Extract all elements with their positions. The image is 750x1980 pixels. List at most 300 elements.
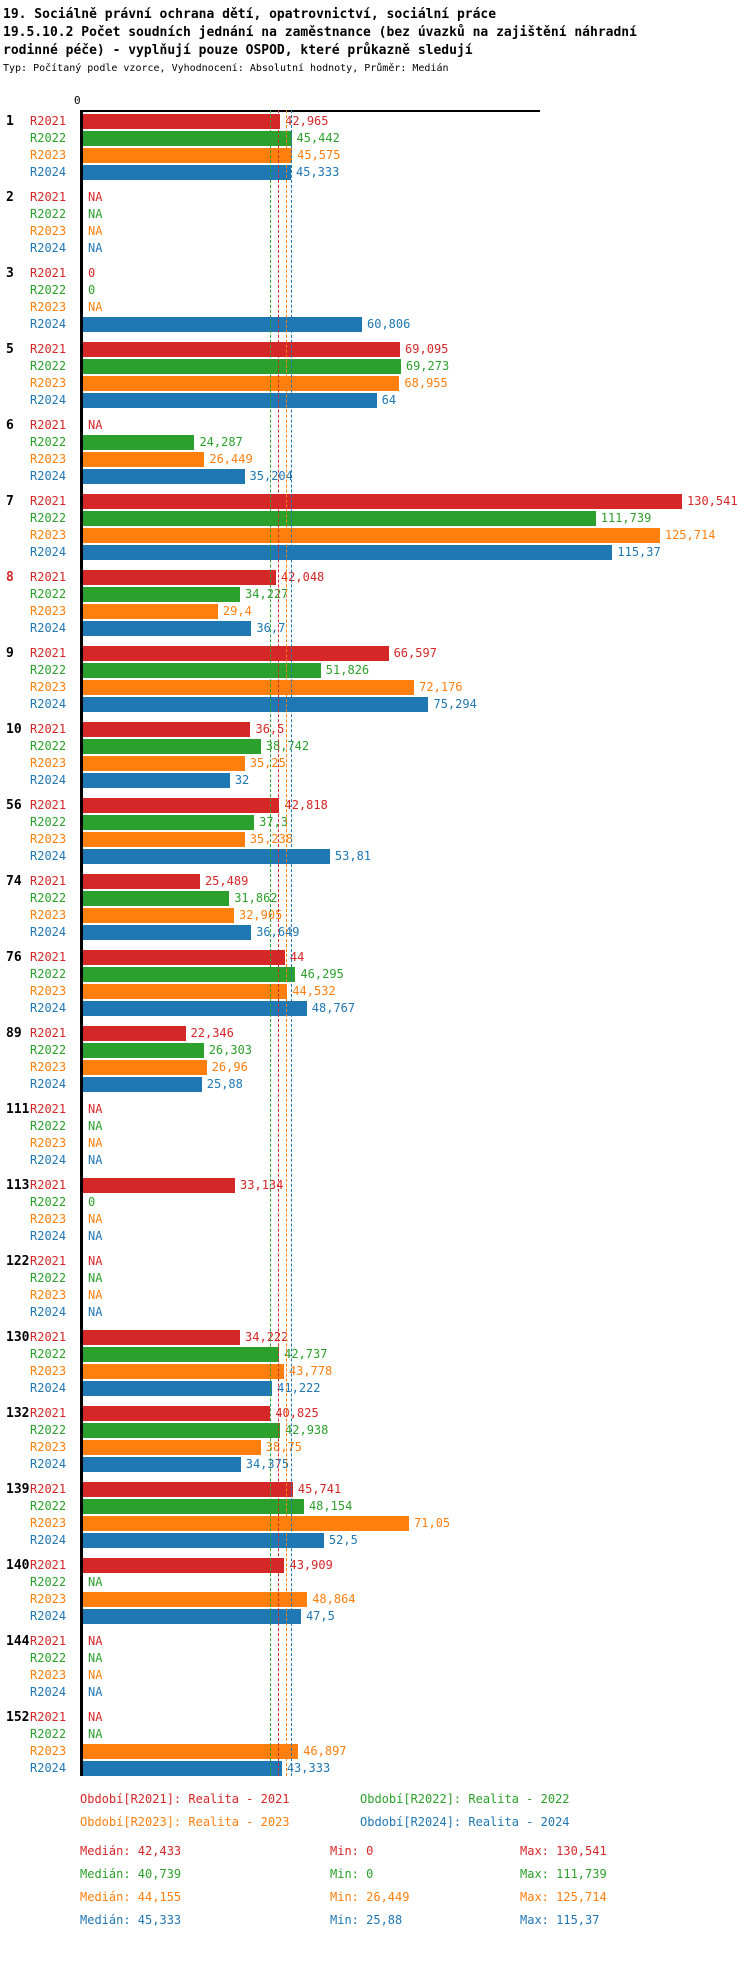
bar-track — [83, 1305, 750, 1320]
year-label: R2022 — [30, 1423, 67, 1438]
year-label: R2023 — [30, 1440, 67, 1455]
bar-track — [83, 1178, 750, 1193]
bar-track — [83, 1685, 750, 1700]
value-label: 45,333 — [296, 164, 340, 179]
group-number-label: 113 — [6, 1177, 30, 1193]
bar-row — [0, 528, 750, 543]
value-label: NA — [88, 417, 103, 432]
year-label: R2024 — [30, 393, 67, 408]
value-label: 29,4 — [222, 603, 252, 618]
stat-max: Max: 125,714 — [520, 1889, 607, 1904]
value-bar — [83, 359, 401, 374]
bar-track — [83, 283, 750, 298]
value-label: 40,825 — [275, 1405, 319, 1420]
year-label: R2022 — [30, 207, 67, 222]
year-label: R2022 — [30, 1119, 67, 1134]
value-label: 31,862 — [234, 890, 278, 905]
bar-row — [0, 891, 750, 906]
bar-track — [83, 342, 750, 357]
value-bar — [83, 697, 428, 712]
value-bar — [83, 1609, 301, 1624]
year-label: R2021 — [30, 950, 67, 965]
bar-row — [0, 1609, 750, 1624]
value-label: 46,897 — [303, 1743, 347, 1758]
year-label: R2024 — [30, 1685, 67, 1700]
bar-row — [0, 148, 750, 163]
value-bar — [83, 148, 292, 163]
year-label: R2023 — [30, 300, 67, 315]
bar-row — [0, 604, 750, 619]
value-label: NA — [88, 1270, 103, 1285]
bar-row — [0, 680, 750, 695]
year-label: R2021 — [30, 1178, 67, 1193]
year-label: R2024 — [30, 773, 67, 788]
stat-min: Min: 0 — [330, 1866, 374, 1881]
value-bar — [83, 621, 251, 636]
year-label: R2022 — [30, 359, 67, 374]
bar-track — [83, 1727, 750, 1742]
bar-track — [83, 1195, 750, 1210]
value-label: NA — [88, 1152, 103, 1167]
value-label: 53,81 — [334, 848, 372, 863]
year-label: R2022 — [30, 1575, 67, 1590]
group-number-label: 111 — [6, 1101, 30, 1117]
bar-track — [83, 376, 750, 391]
group-row — [0, 1558, 750, 1624]
bar-track — [83, 1440, 750, 1455]
value-bar — [83, 967, 295, 982]
bar-track — [83, 1288, 750, 1303]
group-number-label: 132 — [6, 1405, 30, 1421]
bar-row — [0, 1102, 750, 1117]
bar-row — [0, 1457, 750, 1472]
group-row — [0, 722, 750, 788]
value-label: 42,965 — [285, 113, 329, 128]
bar-row — [0, 1575, 750, 1590]
bar-track — [83, 1060, 750, 1075]
year-label: R2024 — [30, 1609, 67, 1624]
value-label: 33,134 — [240, 1177, 284, 1192]
bar-track — [83, 1592, 750, 1607]
value-bar — [83, 469, 245, 484]
value-label: 115,37 — [617, 544, 661, 559]
bar-track — [83, 570, 750, 585]
bar-row — [0, 1271, 750, 1286]
bar-track — [83, 1026, 750, 1041]
value-bar — [83, 1026, 186, 1041]
value-label: 41,222 — [277, 1380, 321, 1395]
bar-row — [0, 1288, 750, 1303]
value-bar — [83, 1516, 409, 1531]
group-number-label: 1 — [6, 113, 14, 129]
value-bar — [83, 1482, 293, 1497]
value-bar — [83, 1043, 204, 1058]
year-label: R2023 — [30, 908, 67, 923]
bar-row — [0, 722, 750, 737]
bar-row — [0, 545, 750, 560]
value-bar — [83, 908, 234, 923]
chart-subtitle: 19.5.10.2 Počet soudních jednání na zaměstnance (bez úvazků na zajištění náhradní rodinné péče) - vyplňují pouze OSPOD, které průkazně sledují — [3, 25, 637, 59]
year-label: R2023 — [30, 1212, 67, 1227]
bar-track — [83, 1077, 750, 1092]
bar-track — [83, 646, 750, 661]
value-label: 26,303 — [208, 1042, 253, 1057]
value-bar — [83, 1364, 284, 1379]
bar-track — [83, 1575, 750, 1590]
bar-track — [83, 359, 750, 374]
bar-track — [83, 266, 750, 281]
bar-track — [83, 984, 750, 999]
value-label: NA — [88, 1118, 103, 1133]
median-line-r2021 — [278, 110, 279, 1776]
bar-row — [0, 832, 750, 847]
year-label: R2024 — [30, 1381, 67, 1396]
value-bar — [83, 1457, 241, 1472]
legend-item-r2023: Období[R2023]: Realita - 2023 — [80, 1814, 290, 1829]
value-bar — [83, 376, 399, 391]
group-number-label: 89 — [6, 1025, 22, 1041]
chart-area — [0, 93, 750, 1776]
bar-track — [83, 1271, 750, 1286]
group-row — [0, 570, 750, 636]
bar-track — [83, 1406, 750, 1421]
bar-row — [0, 1710, 750, 1725]
value-label: 44,532 — [292, 983, 336, 998]
bar-row — [0, 1001, 750, 1016]
value-bar — [83, 832, 245, 847]
bar-track — [83, 663, 750, 678]
value-label: 48,154 — [308, 1498, 353, 1513]
group-row — [0, 190, 750, 256]
legend-item-r2022: Období[R2022]: Realita - 2022 — [360, 1791, 570, 1806]
page-title: 19. Sociálně právní ochrana dětí, opatrovnictví, sociální práce — [3, 7, 497, 22]
year-label: R2021 — [30, 722, 67, 737]
group-number-label: 7 — [6, 493, 14, 509]
value-bar — [83, 1178, 235, 1193]
bar-track — [83, 224, 750, 239]
bar-track — [83, 207, 750, 222]
value-label: 38,742 — [265, 738, 310, 753]
group-number-label: 5 — [6, 341, 14, 357]
median-line-r2022 — [270, 110, 271, 1776]
value-label: 35,25 — [249, 755, 286, 770]
group-number-label: 8 — [6, 569, 14, 585]
value-bar — [83, 587, 240, 602]
year-label: R2023 — [30, 1288, 67, 1303]
value-label: 35,204 — [249, 468, 293, 483]
value-label: 125,714 — [664, 527, 716, 542]
value-label: NA — [88, 1135, 103, 1150]
value-bar — [83, 849, 330, 864]
group-row — [0, 646, 750, 712]
value-bar — [83, 1406, 270, 1421]
bar-track — [83, 950, 750, 965]
bar-row — [0, 663, 750, 678]
axis-zero-label: 0 — [74, 93, 81, 107]
bar-row — [0, 967, 750, 982]
bar-track — [83, 1533, 750, 1548]
bar-row — [0, 798, 750, 813]
bar-track — [83, 967, 750, 982]
value-label: NA — [88, 1684, 103, 1699]
value-label: NA — [88, 1253, 103, 1268]
value-label: 111,739 — [600, 510, 652, 525]
legend-row — [0, 1792, 750, 1815]
group-row — [0, 1102, 750, 1168]
year-label: R2021 — [30, 1558, 67, 1573]
value-label: 26,449 — [209, 451, 253, 466]
value-bar — [83, 1761, 282, 1776]
stat-max: Max: 115,37 — [520, 1912, 600, 1927]
value-bar — [83, 114, 280, 129]
bar-row — [0, 621, 750, 636]
bar-track — [83, 1102, 750, 1117]
year-label: R2023 — [30, 376, 67, 391]
value-label: 37,3 — [259, 814, 289, 829]
bar-track — [83, 528, 750, 543]
median-line-r2023 — [286, 110, 287, 1776]
year-label: R2022 — [30, 891, 67, 906]
year-label: R2022 — [30, 815, 67, 830]
bar-row — [0, 511, 750, 526]
year-label: R2021 — [30, 418, 67, 433]
bar-track — [83, 908, 750, 923]
y-axis-line — [80, 110, 83, 1776]
bar-row — [0, 1761, 750, 1776]
chart-meta: Typ: Počítaný podle vzorce, Vyhodnocení: Absolutní hodnoty, Průměr: Medián — [3, 62, 449, 74]
value-label: 36,649 — [256, 924, 300, 939]
legend-item-r2021: Období[R2021]: Realita - 2021 — [80, 1791, 290, 1806]
value-label: 47,5 — [305, 1608, 335, 1623]
bar-row — [0, 1254, 750, 1269]
value-label: 130,541 — [687, 493, 738, 508]
year-label: R2021 — [30, 1406, 67, 1421]
group-row — [0, 494, 750, 560]
bar-row — [0, 1305, 750, 1320]
value-label: 46,295 — [300, 966, 344, 981]
group-number-label: 3 — [6, 265, 14, 281]
bar-track — [83, 1651, 750, 1666]
bar-row — [0, 300, 750, 315]
year-label: R2021 — [30, 342, 67, 357]
bar-track — [83, 435, 750, 450]
bar-track — [83, 1136, 750, 1151]
group-number-label: 140 — [6, 1557, 30, 1573]
value-label: NA — [88, 1101, 103, 1116]
value-label: 36,5 — [255, 721, 285, 736]
value-label: 48,864 — [312, 1591, 356, 1606]
bar-row — [0, 266, 750, 281]
bar-track — [83, 849, 750, 864]
bar-row — [0, 190, 750, 205]
value-bar — [83, 1330, 240, 1345]
bar-row — [0, 756, 750, 771]
value-label: NA — [88, 223, 103, 238]
bar-row — [0, 697, 750, 712]
bar-row — [0, 1592, 750, 1607]
bar-track — [83, 1229, 750, 1244]
value-bar — [83, 452, 204, 467]
value-label: 25,88 — [206, 1076, 243, 1091]
bar-track — [83, 1001, 750, 1016]
bar-track — [83, 1482, 750, 1497]
group-row — [0, 1178, 750, 1244]
year-label: R2023 — [30, 756, 67, 771]
bar-row — [0, 1060, 750, 1075]
value-bar — [83, 722, 250, 737]
stat-min: Min: 0 — [330, 1843, 374, 1858]
bar-track — [83, 1710, 750, 1725]
bar-track — [83, 739, 750, 754]
bar-track — [83, 1634, 750, 1649]
bar-row — [0, 1668, 750, 1683]
value-bar — [83, 756, 245, 771]
value-label: 69,273 — [405, 358, 450, 373]
value-bar — [83, 874, 200, 889]
year-label: R2023 — [30, 832, 67, 847]
value-label: NA — [88, 299, 103, 314]
stats-row-r2022 — [0, 1867, 750, 1890]
value-label: 34,222 — [245, 1329, 289, 1344]
group-row — [0, 266, 750, 332]
year-label: R2023 — [30, 528, 67, 543]
value-bar — [83, 680, 414, 695]
bar-row — [0, 342, 750, 357]
bar-track — [83, 545, 750, 560]
x-axis-line — [80, 110, 540, 112]
stat-median: Medián: 42,433 — [80, 1843, 182, 1858]
value-bar — [83, 925, 251, 940]
year-label: R2022 — [30, 1499, 67, 1514]
bar-track — [83, 1609, 750, 1624]
value-label: 0 — [88, 282, 96, 297]
value-bar — [83, 891, 229, 906]
group-row — [0, 798, 750, 864]
bar-row — [0, 1634, 750, 1649]
year-label: R2022 — [30, 435, 67, 450]
bar-row — [0, 165, 750, 180]
value-label: 38,75 — [265, 1439, 302, 1454]
bar-row — [0, 925, 750, 940]
bar-track — [83, 1381, 750, 1396]
year-label: R2024 — [30, 317, 67, 332]
group-row — [0, 418, 750, 484]
bar-row — [0, 131, 750, 146]
bar-track — [83, 722, 750, 737]
bar-row — [0, 1153, 750, 1168]
value-label: NA — [88, 240, 103, 255]
stat-max: Max: 130,541 — [520, 1843, 607, 1858]
value-label: NA — [88, 189, 103, 204]
value-label: 32,905 — [238, 907, 283, 922]
group-number-label: 152 — [6, 1709, 30, 1725]
group-row — [0, 874, 750, 940]
bar-track — [83, 241, 750, 256]
bar-row — [0, 1744, 750, 1759]
value-label: 43,778 — [288, 1363, 333, 1378]
bar-track — [83, 114, 750, 129]
bar-track — [83, 1457, 750, 1472]
year-label: R2023 — [30, 1744, 67, 1759]
value-label: 45,575 — [297, 147, 341, 162]
year-label: R2023 — [30, 1364, 67, 1379]
bar-track — [83, 452, 750, 467]
year-label: R2023 — [30, 1060, 67, 1075]
bar-row — [0, 1077, 750, 1092]
bar-row — [0, 376, 750, 391]
value-bar — [83, 528, 660, 543]
bar-row — [0, 494, 750, 509]
value-label: 24,287 — [199, 434, 243, 449]
value-bar — [83, 1060, 207, 1075]
bar-track — [83, 815, 750, 830]
group-number-label: 74 — [6, 873, 22, 889]
year-label: R2021 — [30, 494, 67, 509]
group-number-label: 6 — [6, 417, 14, 433]
year-label: R2024 — [30, 241, 67, 256]
group-number-label: 130 — [6, 1329, 30, 1345]
value-label: 75,294 — [433, 696, 477, 711]
value-bar — [83, 1423, 280, 1438]
bar-row — [0, 874, 750, 889]
year-label: R2023 — [30, 1136, 67, 1151]
year-label: R2024 — [30, 697, 67, 712]
year-label: R2024 — [30, 849, 67, 864]
bar-row — [0, 1195, 750, 1210]
group-number-label: 2 — [6, 189, 14, 205]
group-row — [0, 114, 750, 180]
chart-groups — [0, 110, 750, 1776]
bar-track — [83, 1330, 750, 1345]
bar-row — [0, 1229, 750, 1244]
bar-track — [83, 494, 750, 509]
value-label: 60,806 — [367, 316, 411, 331]
bar-row — [0, 1440, 750, 1455]
bar-track — [83, 148, 750, 163]
value-bar — [83, 984, 287, 999]
bar-row — [0, 452, 750, 467]
bar-row — [0, 469, 750, 484]
value-bar — [83, 494, 682, 509]
stat-min: Min: 26,449 — [330, 1889, 410, 1904]
bar-row — [0, 739, 750, 754]
year-label: R2021 — [30, 1026, 67, 1041]
value-label: NA — [88, 1304, 103, 1319]
stat-median: Medián: 40,739 — [80, 1866, 182, 1881]
bar-row — [0, 1043, 750, 1058]
value-label: 42,048 — [280, 569, 325, 584]
value-bar — [83, 798, 279, 813]
value-label: NA — [88, 1709, 103, 1724]
value-label: NA — [88, 1650, 103, 1665]
year-label: R2024 — [30, 1305, 67, 1320]
year-label: R2022 — [30, 739, 67, 754]
year-label: R2024 — [30, 545, 67, 560]
value-bar — [83, 342, 400, 357]
bar-track — [83, 418, 750, 433]
value-label: 0 — [88, 1194, 96, 1209]
value-bar — [83, 739, 261, 754]
value-label: 34,227 — [245, 586, 289, 601]
value-bar — [83, 435, 194, 450]
group-number-label: 56 — [6, 797, 22, 813]
year-label: R2024 — [30, 1001, 67, 1016]
bar-track — [83, 1043, 750, 1058]
bar-row — [0, 815, 750, 830]
year-label: R2024 — [30, 469, 67, 484]
bar-row — [0, 773, 750, 788]
group-number-label: 9 — [6, 645, 14, 661]
